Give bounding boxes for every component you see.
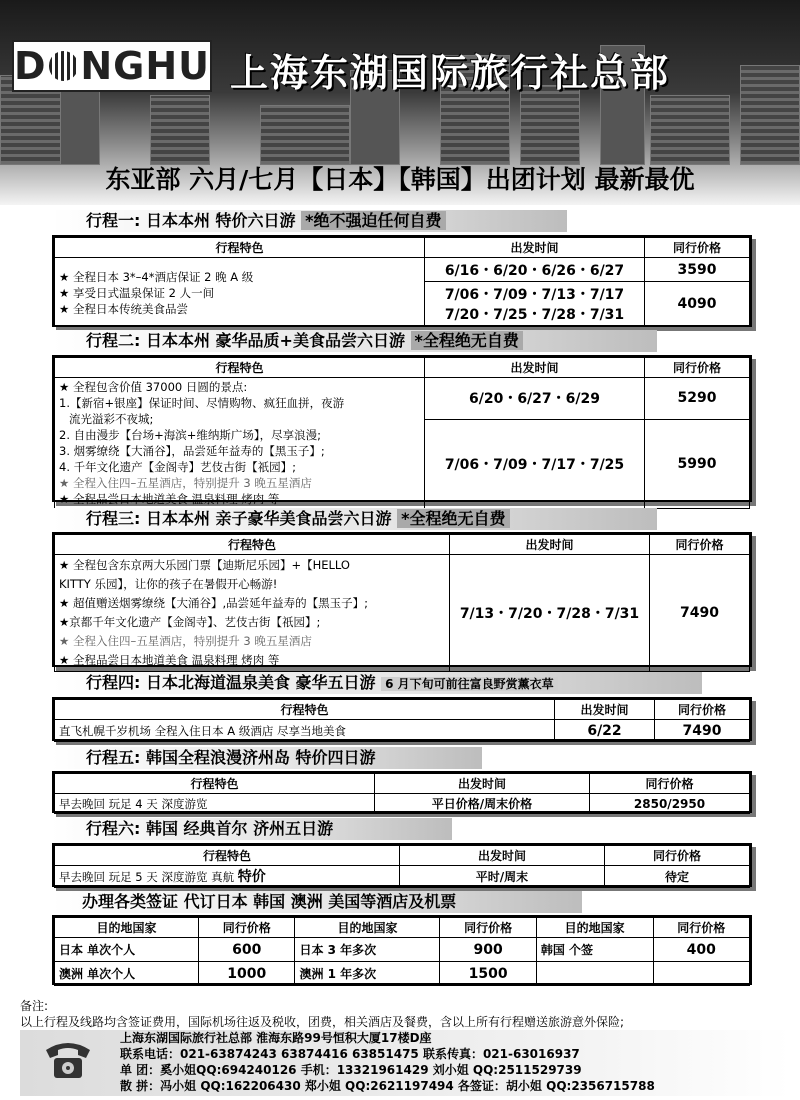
page-title: 东亚部 六月/七月【日本】【韩国】出团计划 最新最优	[105, 165, 695, 194]
itinerary-4-title: 行程四: 日本北海道温泉美食 豪华五日游 6 月下旬可前往富良野赏薰衣草	[52, 672, 702, 694]
itinerary-6-table: 行程特色 出发时间 同行价格 早去晚回 玩足 5 天 深度游览 真航 特价 平时/周末 待定	[52, 843, 752, 887]
itinerary-3-title: 行程三: 日本本州 亲子豪华美食品尝六日游 *全程绝无自费	[52, 508, 657, 530]
visa-section-title: 办理各类签证 代订日本 韩国 澳洲 美国等酒店及机票	[52, 891, 582, 913]
itinerary-5-table: 行程特色 出发时间 同行价格 早去晚回 玩足 4 天 深度游览 平日价格/周末价格 2850/2950	[52, 771, 752, 813]
notes: 备注: 以上行程及线路均含签证费用，国际机场往返及税收，团费，相关酒店及餐费，含以上所有行程赠送旅游意外保险;	[20, 999, 625, 1029]
company-logo: D NGHU	[12, 40, 212, 92]
globe-icon	[49, 51, 79, 81]
itinerary-2-title: 行程二: 日本本州 豪华品质+美食品尝六日游 *全程绝无自费	[52, 330, 657, 352]
contact-panel: 上海东湖国际旅行社总部 淮海东路99号恒积大厦17楼D座 联系电话：021-63874243 63874416 63851475 联系传真：021-63016937 单 团：奚小姐QQ:694240126 手机：13321961429 刘小姐 QQ:2511529739 散 拼：冯小姐 QQ:162206430 郑小姐 QQ:2621197494 各签证：胡小姐 QQ:2356715788	[20, 1030, 790, 1096]
itinerary-3-table: 行程特色 出发时间 同行价格 ★ 全程包含东京两大乐园门票【迪斯尼乐园】+【HELLO KITTY 乐园】，让你的孩子在暑假开心畅游! ★ 超值赠送烟雾缭绕【大涌谷】,品尝延年益寿的【黑玉子】; ★京都千年文化遗产【金阁寺】、艺伎古街【祇园】; ★ 全程入住四–五星酒店，特别提升 3 晚五星酒店 ★ 全程品尝日本地道美食 温泉料理 烤肉 等 7/13・7/20・7/28・7/31 7490	[52, 532, 752, 667]
telephone-icon	[42, 1038, 94, 1082]
itinerary-1-table: 行程特色 出发时间 同行价格 ★ 全程日本 3*–4*酒店保证 2 晚 A 级 ★ 享受日式温泉保证 2 人一间 ★ 全程日本传统美食品尝 6/16・6/20・6/26・6/27 3590 7/06・7/09・7/13・7/17 7/20・7/25・7/28・7/31 4090	[52, 235, 752, 327]
itinerary-4-table: 行程特色 出发时间 同行价格 直飞札幌千岁机场 全程入住日本 A 级酒店 尽享当地美食 6/22 7490	[52, 697, 752, 741]
itinerary-6-title: 行程六: 韩国 经典首尔 济州五日游	[52, 818, 452, 840]
company-name: 上海东湖国际旅行社总部	[230, 51, 671, 95]
itinerary-2-table: 行程特色 出发时间 同行价格 ★ 全程包含价值 37000 日圆的景点: 1.【新宿+银座】保证时间、尽情购物、疯狂血拼，夜游 流光溢彩不夜城; 2. 自由漫步【台场+海滨+维纳斯广场】，尽享浪漫; 3. 烟雾缭绕【大涌谷】，品尝延年益寿的【黑玉子】; 4. 千年文化遗产【金阁寺】艺伎古街【祇园】; ★ 全程入住四–五星酒店，特别提升 3 晚五星酒店 ★ 全程品尝日本地道美食 温泉料理 烤肉 等 6/20・6/27・6/29 5290 7/06・7/09・7/17・7/25 5990	[52, 355, 752, 502]
itinerary-1-title: 行程一: 日本本州 特价六日游 *绝不强迫任何自费	[52, 210, 567, 232]
visa-table: 目的地国家 同行价格 目的地国家 同行价格 目的地国家 同行价格 日本 单次个人 600 日本 3 年多次 900 韩国 个签 400 澳洲 单次个人 1000 澳洲 1 年多次 1500	[52, 915, 752, 985]
itinerary-5-title: 行程五: 韩国全程浪漫济州岛 特价四日游	[52, 747, 482, 769]
